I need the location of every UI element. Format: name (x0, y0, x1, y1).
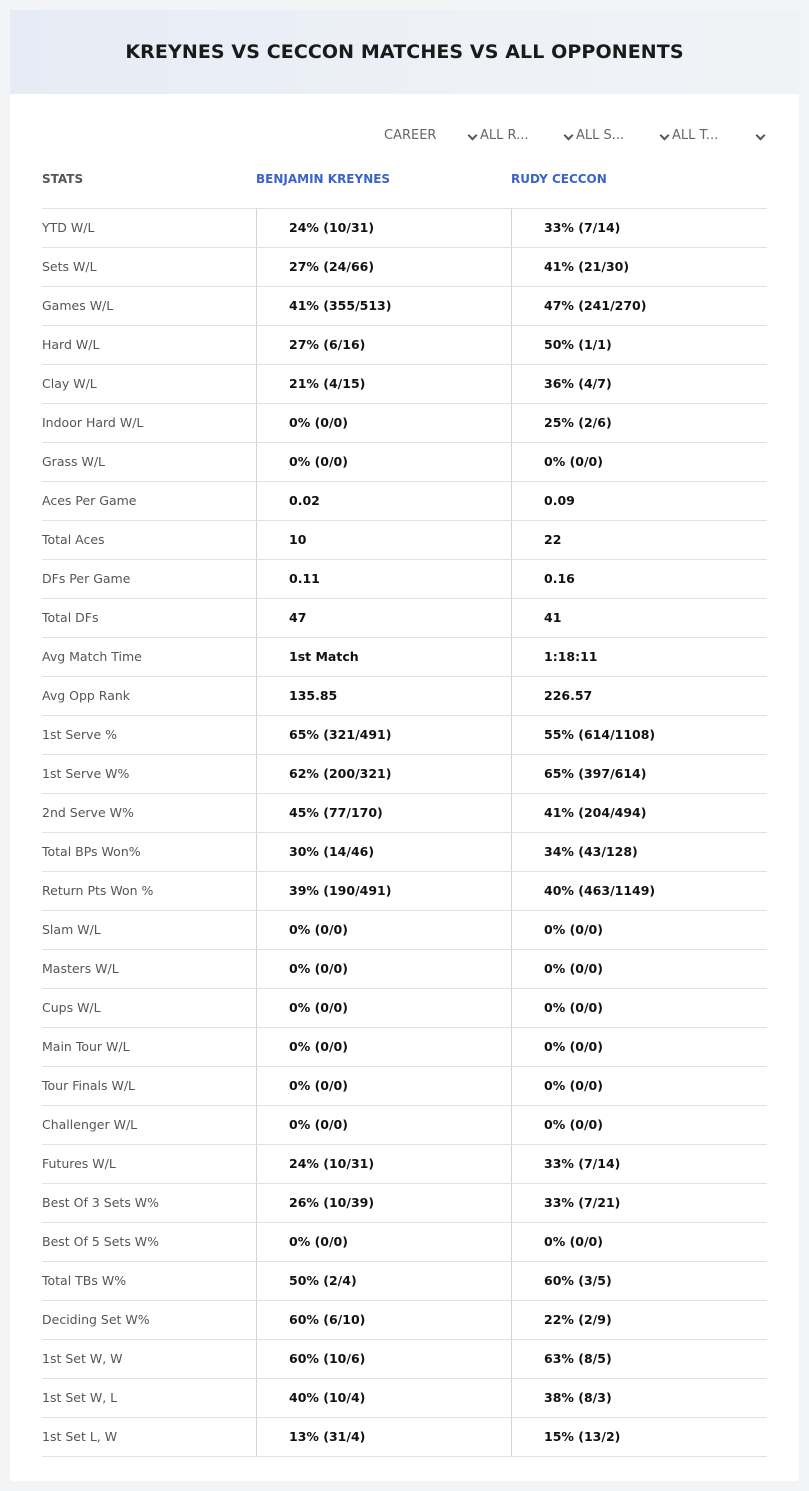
table-row (42, 521, 767, 560)
chevron-down-icon (468, 131, 478, 141)
player2-value: 22 (511, 521, 767, 559)
player2-value: 40% (463/1149) (511, 872, 767, 910)
player2-value: 0% (0/0) (511, 911, 767, 949)
table-row (42, 1418, 767, 1457)
table-row (42, 716, 767, 755)
stat-label: Total BPs Won% (42, 844, 141, 859)
player1-value: 47 (256, 599, 511, 637)
filter-tournament-select[interactable] (672, 126, 768, 146)
table-row (42, 1379, 767, 1418)
table-row (42, 209, 767, 248)
player2-value: 55% (614/1108) (511, 716, 767, 754)
table-row (42, 365, 767, 404)
stat-label: Challenger W/L (42, 1117, 138, 1132)
stat-label: 1st Set W, W (42, 1351, 123, 1366)
player2-value: 226.57 (511, 677, 767, 715)
stats-table (42, 208, 767, 1457)
stat-label: Total Aces (42, 532, 105, 547)
player2-value: 41% (21/30) (511, 248, 767, 286)
stat-label: Cups W/L (42, 1000, 101, 1015)
player1-link[interactable]: BENJAMIN KREYNES (256, 172, 391, 186)
player1-value: 21% (4/15) (256, 365, 511, 403)
table-row (42, 755, 767, 794)
stat-label: Sets W/L (42, 259, 97, 274)
player2-value: 33% (7/21) (511, 1184, 767, 1222)
table-row (42, 443, 767, 482)
stats-card (10, 10, 799, 1481)
player2-value: 50% (1/1) (511, 326, 767, 364)
table-row (42, 950, 767, 989)
player1-value: 0% (0/0) (256, 989, 511, 1027)
table-row (42, 911, 767, 950)
stat-label: 1st Set W, L (42, 1390, 118, 1405)
player2-value: 34% (43/128) (511, 833, 767, 871)
player2-value: 47% (241/270) (511, 287, 767, 325)
stat-label: Avg Opp Rank (42, 688, 131, 703)
table-row (42, 482, 767, 521)
table-row (42, 404, 767, 443)
player2-value: 33% (7/14) (511, 209, 767, 247)
player1-value: 40% (10/4) (256, 1379, 511, 1417)
stat-label: Main Tour W/L (42, 1039, 130, 1054)
player1-value: 60% (10/6) (256, 1340, 511, 1378)
player1-value: 0.02 (256, 482, 511, 520)
stat-label: 1st Serve W% (42, 766, 130, 781)
player1-value: 30% (14/46) (256, 833, 511, 871)
player2-value: 0.09 (511, 482, 767, 520)
stat-label: YTD W/L (42, 220, 95, 235)
table-row (42, 1184, 767, 1223)
player1-value: 60% (6/10) (256, 1301, 511, 1339)
table-row (42, 599, 767, 638)
table-row (42, 287, 767, 326)
stat-label: 1st Set L, W (42, 1429, 118, 1444)
player1-value: 135.85 (256, 677, 511, 715)
player2-value: 0% (0/0) (511, 950, 767, 988)
filter-surface-select[interactable] (576, 126, 672, 146)
player1-value: 0% (0/0) (256, 911, 511, 949)
stat-label: Tour Finals W/L (42, 1078, 136, 1093)
table-row (42, 833, 767, 872)
stat-label: 1st Serve % (42, 727, 118, 742)
stat-label: Hard W/L (42, 337, 100, 352)
filter-label: CAREER (384, 128, 437, 143)
stat-label: Games W/L (42, 298, 114, 313)
player2-value: 0% (0/0) (511, 443, 767, 481)
stat-label: Clay W/L (42, 376, 97, 391)
table-row (42, 1028, 767, 1067)
player1-value: 50% (2/4) (256, 1262, 511, 1300)
player2-value: 38% (8/3) (511, 1379, 767, 1417)
stat-label: Slam W/L (42, 922, 101, 937)
table-row (42, 1145, 767, 1184)
player1-value: 0% (0/0) (256, 443, 511, 481)
player2-value: 0% (0/0) (511, 1067, 767, 1105)
player2-value: 0% (0/0) (511, 1028, 767, 1066)
stat-label: Aces Per Game (42, 493, 137, 508)
stat-label: Total DFs (42, 610, 99, 625)
chevron-down-icon (564, 131, 574, 141)
player2-value: 41% (204/494) (511, 794, 767, 832)
player1-value: 10 (256, 521, 511, 559)
stat-label: Masters W/L (42, 961, 119, 976)
player2-value: 0% (0/0) (511, 1223, 767, 1261)
player2-value: 0% (0/0) (511, 989, 767, 1027)
table-row (42, 638, 767, 677)
table-row (42, 677, 767, 716)
player1-value: 0% (0/0) (256, 1067, 511, 1105)
player2-value: 0% (0/0) (511, 1106, 767, 1144)
filter-period-select[interactable] (384, 126, 480, 146)
stat-label: Avg Match Time (42, 649, 142, 664)
filter-label: ALL T... (672, 128, 719, 143)
player1-value: 24% (10/31) (256, 209, 511, 247)
stat-label: Indoor Hard W/L (42, 415, 144, 430)
player2-value: 33% (7/14) (511, 1145, 767, 1183)
player1-value: 0.11 (256, 560, 511, 598)
stat-label: Grass W/L (42, 454, 106, 469)
stat-label: Return Pts Won % (42, 883, 154, 898)
player2-value: 60% (3/5) (511, 1262, 767, 1300)
player1-value: 26% (10/39) (256, 1184, 511, 1222)
player1-value: 0% (0/0) (256, 1223, 511, 1261)
player1-value: 65% (321/491) (256, 716, 511, 754)
player1-value: 0% (0/0) (256, 1106, 511, 1144)
player2-value: 65% (397/614) (511, 755, 767, 793)
table-row (42, 248, 767, 287)
stat-label: Best Of 3 Sets W% (42, 1195, 160, 1210)
player1-value: 0% (0/0) (256, 404, 511, 442)
player2-value: 25% (2/6) (511, 404, 767, 442)
table-row (42, 1106, 767, 1145)
table-row (42, 1340, 767, 1379)
player2-value: 15% (13/2) (511, 1418, 767, 1456)
card-header (10, 10, 799, 94)
player2-link[interactable]: RUDY CECCON (511, 172, 607, 186)
stat-label: Futures W/L (42, 1156, 116, 1171)
page-title: KREYNES VS CECCON MATCHES VS ALL OPPONENTS (125, 41, 684, 63)
stat-label: DFs Per Game (42, 571, 131, 586)
player1-value: 27% (6/16) (256, 326, 511, 364)
chevron-down-icon (756, 131, 766, 141)
player1-value: 1st Match (256, 638, 511, 676)
table-header (42, 170, 767, 208)
player1-value: 27% (24/66) (256, 248, 511, 286)
stat-label: Best Of 5 Sets W% (42, 1234, 160, 1249)
player2-value: 41 (511, 599, 767, 637)
stat-label: Total TBs W% (42, 1273, 127, 1288)
player1-value: 24% (10/31) (256, 1145, 511, 1183)
player2-value: 1:18:11 (511, 638, 767, 676)
table-row (42, 1223, 767, 1262)
table-row (42, 560, 767, 599)
table-row (42, 1067, 767, 1106)
column-header-stats: STATS (42, 172, 84, 186)
player2-value: 22% (2/9) (511, 1301, 767, 1339)
player1-value: 39% (190/491) (256, 872, 511, 910)
player1-value: 0% (0/0) (256, 950, 511, 988)
player1-value: 62% (200/321) (256, 755, 511, 793)
filter-round-select[interactable] (480, 126, 576, 146)
filter-bar (384, 126, 768, 146)
player2-value: 36% (4/7) (511, 365, 767, 403)
player2-value: 63% (8/5) (511, 1340, 767, 1378)
stat-label: 2nd Serve W% (42, 805, 134, 820)
player2-value: 0.16 (511, 560, 767, 598)
chevron-down-icon (660, 131, 670, 141)
filter-label: ALL S... (576, 128, 625, 143)
table-row (42, 326, 767, 365)
table-row (42, 872, 767, 911)
table-row (42, 794, 767, 833)
player1-value: 13% (31/4) (256, 1418, 511, 1456)
stat-label: Deciding Set W% (42, 1312, 150, 1327)
filter-label: ALL R... (480, 128, 529, 143)
player1-value: 45% (77/170) (256, 794, 511, 832)
player1-value: 0% (0/0) (256, 1028, 511, 1066)
table-row (42, 1262, 767, 1301)
table-row (42, 989, 767, 1028)
player1-value: 41% (355/513) (256, 287, 511, 325)
table-row (42, 1301, 767, 1340)
